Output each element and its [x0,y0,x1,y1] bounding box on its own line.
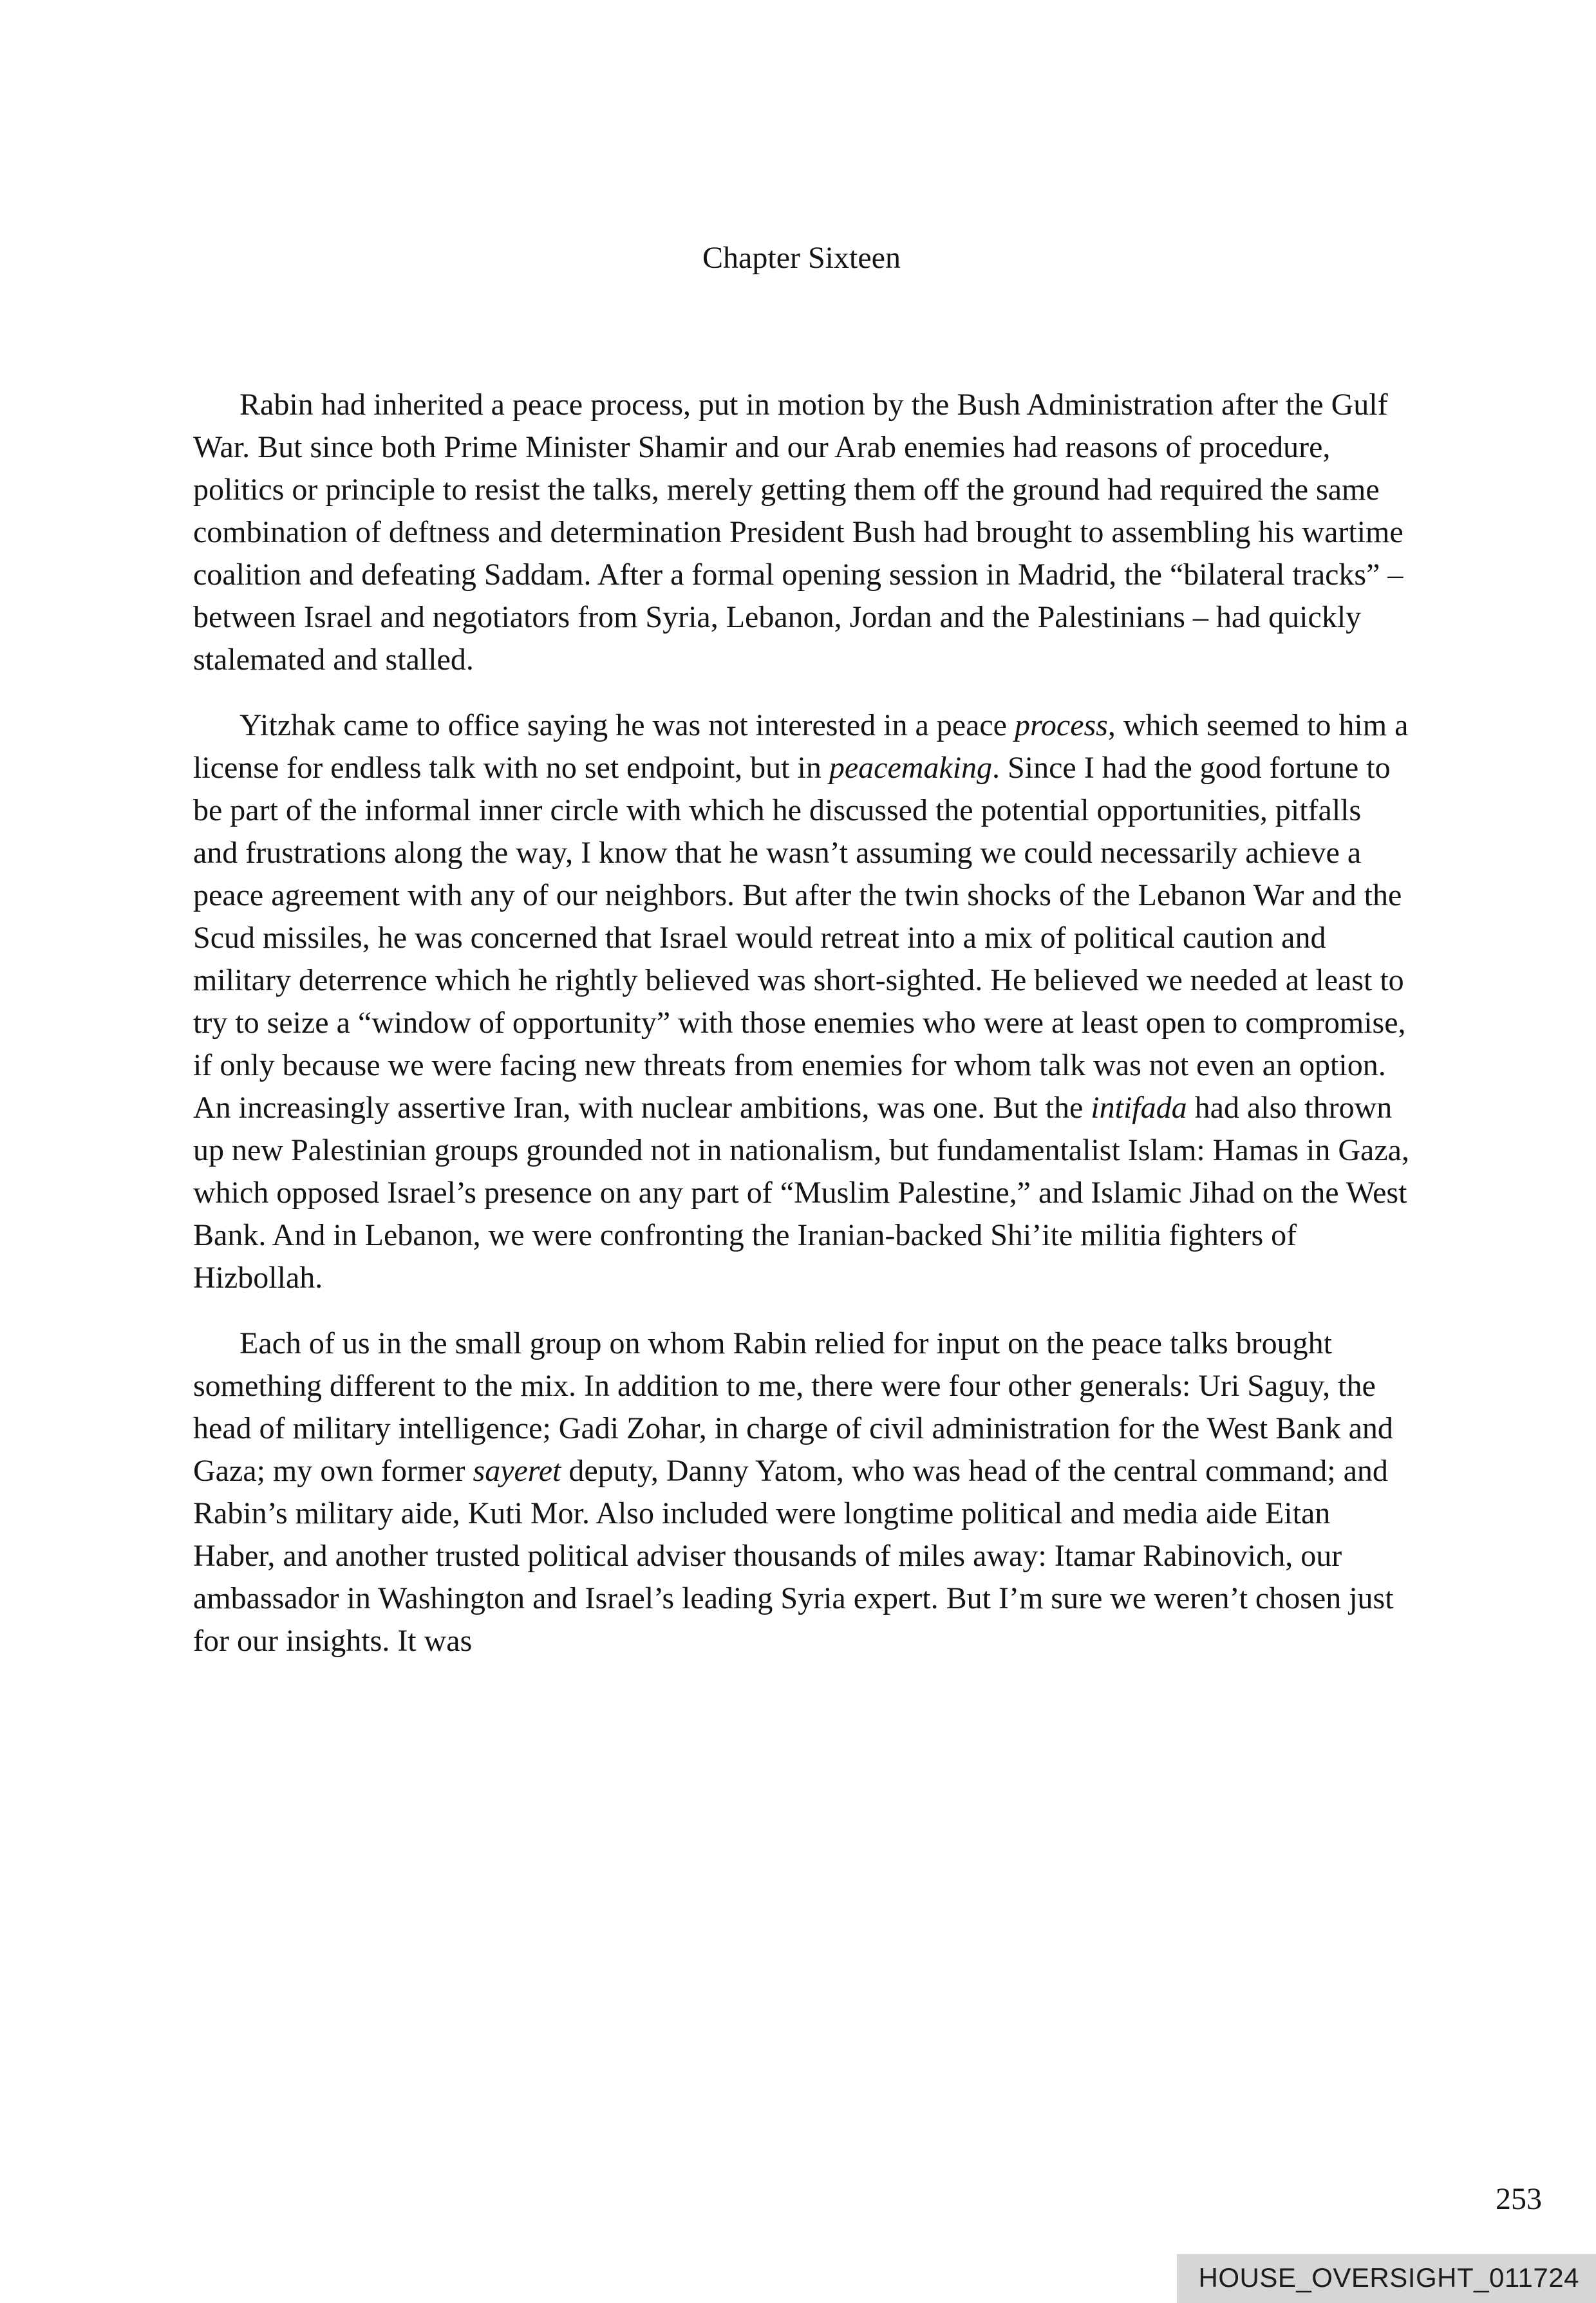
text-run: , which seemed to him a license for endless talk with no set endpoint, but in [193,708,1409,785]
italic-text-run: sayeret [473,1454,561,1488]
text-run: had also thrown up new Palestinian groups grounded not in nationalism, but fundamentalist Islam: Hamas in Gaza, which opposed Israel’s presence on any part of “Muslim Palestine,” and Islamic Jihad on the West Bank. And in Lebanon, we were confronting the Iranian-backed Shi’ite militia fighters of Hizbollah. [193,1091,1409,1295]
bates-stamp: HOUSE_OVERSIGHT_011724 [1177,2254,1596,2303]
chapter-heading: Chapter Sixteen [702,241,901,275]
paragraph [193,1322,1410,1662]
document-body [193,384,1410,1662]
page-number: 253 [1496,2182,1542,2216]
italic-text-run: peacemaking [829,751,993,785]
document-content [193,237,1410,1686]
italic-text-run: intifada [1091,1091,1187,1125]
text-run: Each of us in the small group on whom Rabin relied for input on the peace talks brought something different to the mix. In addition to me, there were four other generals: Uri Saguy, the head of military intelligence; Gadi Zohar, in charge of civil administration for the West Bank and Gaza; my own former [193,1326,1393,1488]
text-run: Yitzhak came to office saying he was not interested in a peace [239,708,1015,742]
italic-text-run: process [1014,708,1108,742]
paragraph [193,704,1410,1299]
text-run: Rabin had inherited a peace process, put in motion by the Bush Administration after the Gulf War. But since both Prime Minister Shamir and our Arab enemies had reasons of procedure, politics or principle to resist the talks, merely getting them off the ground had required the same combination of deftness and determination President Bush had brought to assembling his wartime coalition and defeating Saddam. After a formal opening session in Madrid, the “bilateral tracks” – between Israel and negotiators from Syria, Lebanon, Jordan and the Palestinians – had quickly stalemated and stalled. [193,388,1404,677]
text-run: . Since I had the good fortune to be part of the informal inner circle with which he discussed the potential opportunities, pitfalls and frustrations along the way, I know that he wasn’t assuming we could necessarily achieve a peace agreement with any of our neighbors. But after the twin shocks of the Lebanon War and the Scud missiles, he was concerned that Israel would retreat into a mix of political caution and military deterrence which he rightly believed was short-sighted. He believed we needed at least to try to seize a “window of opportunity” with those enemies who were at least open to compromise, if only because we were facing new threats from enemies for whom talk was not even an option. An increasingly assertive Iran, with nuclear ambitions, was one. But the [193,751,1406,1125]
text-run: deputy, Danny Yatom, who was head of the central command; and Rabin’s military aide, Kuti Mor. Also included were longtime political and media aide Eitan Haber, and another trusted political adviser thousands of miles away: Itamar Rabinovich, our ambassador in Washington and Israel’s leading Syria expert. But I’m sure we weren’t chosen just for our insights. It was [193,1454,1394,1658]
paragraph [193,384,1410,681]
